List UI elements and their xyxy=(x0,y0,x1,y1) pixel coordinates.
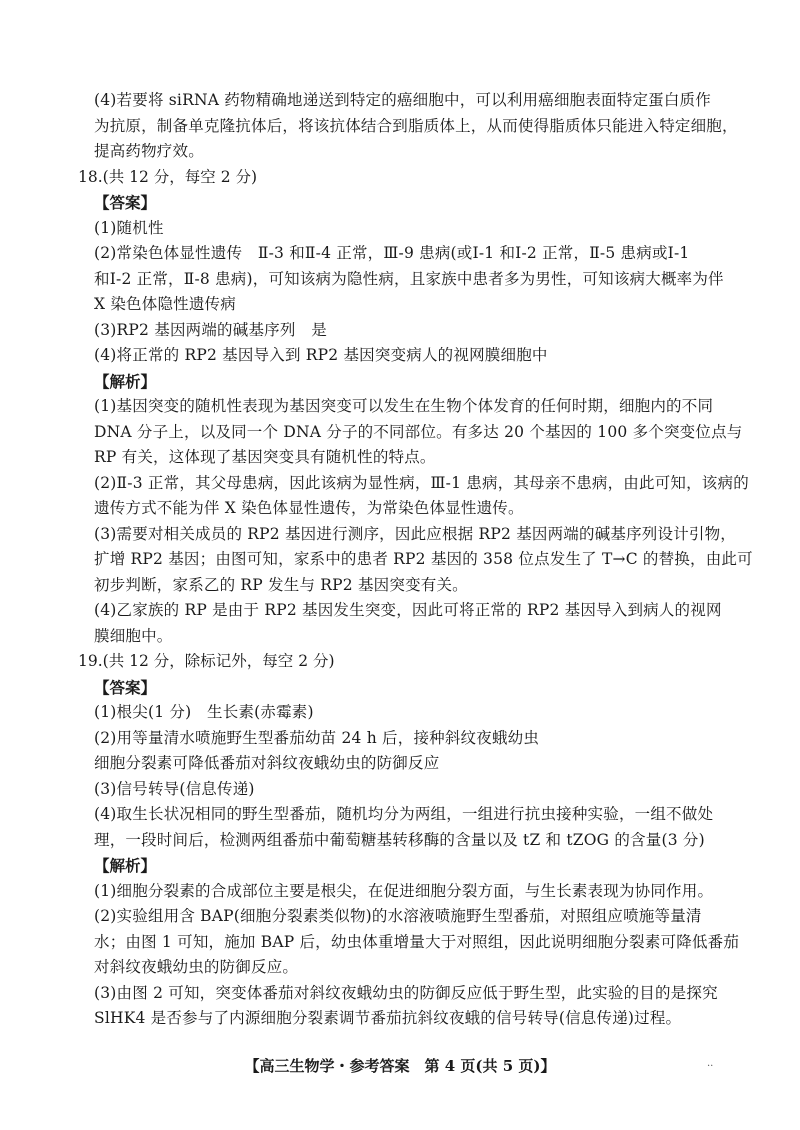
text-line: 细胞分裂素可降低番茄对斜纹夜蛾幼虫的防御反应 xyxy=(94,754,440,772)
text-line: (1)细胞分裂素的合成部位主要是根尖，在促进细胞分裂方面，与生长素表现为协同作用。 xyxy=(94,881,714,900)
section-label: 【解析】 xyxy=(94,856,157,875)
section-label: 【答案】 xyxy=(94,193,157,212)
corner-mark: .. xyxy=(707,1058,714,1069)
text-line: 为抗原，制备单克隆抗体后，将该抗体结合到脂质体上，从而使得脂质体只能进入特定细胞， xyxy=(94,116,738,135)
section-label: 【答案】 xyxy=(94,677,157,697)
text-line: (3)信号转导(信息传递) xyxy=(94,779,255,798)
page-content xyxy=(78,88,753,1032)
text-line: SlHK4 是否参与了内源细胞分裂素调节番茄抗斜纹夜蛾的信号转导(信息传递)过程。 xyxy=(94,1009,682,1027)
text-line: (4)取生长状况相同的野生型番茄，随机均分为两组，一组进行抗虫接种实验，一组不做处 xyxy=(94,805,714,823)
text-line: (2)Ⅱ-3 正常，其父母患病，因此该病为显性病，Ⅲ-1 患病，其母亲不患病，由此可知，该病的 xyxy=(94,473,749,492)
text-line: 遗传方式不能为伴 X 染色体显性遗传，为常染色体显性遗传。 xyxy=(94,499,524,517)
text-line: 和Ⅰ-2 正常，Ⅱ-8 患病)，可知该病为隐性病，且家族中患者多为男性，可知该病大概率为伴 xyxy=(94,269,724,288)
text-line: (4)乙家族的 RP 是由于 RP2 基因发生突变，因此可将正常的 RP2 基因导入到病人的视网 xyxy=(94,601,722,619)
text-line: (1)根尖(1 分) 生长素(赤霉素) xyxy=(94,703,314,721)
text-line: (1)基因突变的随机性表现为基因突变可以发生在生物个体发育的任何时期，细胞内的不同 xyxy=(94,397,714,415)
section-label: 【解析】 xyxy=(94,371,157,391)
text-line: 膜细胞中。 xyxy=(94,626,173,645)
text-line: (1)随机性 xyxy=(94,218,164,237)
text-line: (3)需要对相关成员的 RP2 基因进行测序，因此应根据 RP2 基因两端的碱基序列设计引物， xyxy=(94,524,736,543)
text-line: (2)用等量清水喷施野生型番茄幼苗 24 h 后，接种斜纹夜蛾幼虫 xyxy=(94,728,540,747)
text-line: RP 有关，这体现了基因突变具有随机性的特点。 xyxy=(94,448,436,466)
text-line: (3)由图 2 可知，突变体番茄对斜纹夜蛾幼虫的防御反应低于野生型，此实验的目的是探究 xyxy=(94,983,718,1002)
text-line: DNA 分子上，以及同一个 DNA 分子的不同部位。有多达 20 个基因的 100 多个突变位点与 xyxy=(94,422,743,441)
text-line: (4)将正常的 RP2 基因导入到 RP2 基因突变病人的视网膜细胞中 xyxy=(94,346,548,364)
question-heading: 19.(共 12 分，除标记外，每空 2 分) xyxy=(78,652,335,670)
text-line: 初步判断，家系乙的 RP 发生与 RP2 基因突变有关。 xyxy=(94,575,468,594)
text-line: 提高药物疗效。 xyxy=(94,142,204,160)
text-line: (4)若要将 siRNA 药物精确地递送到特定的癌细胞中，可以利用癌细胞表面特定蛋白质作 xyxy=(94,91,711,109)
text-line: (2)实验组用含 BAP(细胞分裂素类似物)的水溶液喷施野生型番茄，对照组应喷施等量清 xyxy=(94,907,702,925)
question-heading: 18.(共 12 分，每空 2 分) xyxy=(78,167,258,186)
text-line: X 染色体隐性遗传病 xyxy=(94,295,236,313)
page-footer: 【高三生物学・参考答案 第 4 页(共 5 页)】 xyxy=(244,1057,556,1075)
text-line: 对斜纹夜蛾幼虫的防御反应。 xyxy=(94,958,299,976)
text-line: 理，一段时间后，检测两组番茄中葡萄糖基转移酶的含量以及 tZ 和 tZOG 的含量(3 分) xyxy=(94,830,705,849)
text-line: (2)常染色体显性遗传 Ⅱ-3 和Ⅱ-4 正常，Ⅲ-9 患病(或Ⅰ-1 和Ⅰ-2 正常，Ⅱ-5 患病或Ⅰ-1 xyxy=(94,244,690,262)
text-line: 水；由图 1 可知，施加 BAP 后，幼虫体重增量大于对照组，因此说明细胞分裂素可降低番茄 xyxy=(94,932,740,951)
text-line: 扩增 RP2 基因；由图可知，家系中的患者 RP2 基因的 358 位点发生了 T→C 的替换，由此可 xyxy=(94,550,753,568)
text-line: (3)RP2 基因两端的碱基序列 是 xyxy=(94,320,327,339)
